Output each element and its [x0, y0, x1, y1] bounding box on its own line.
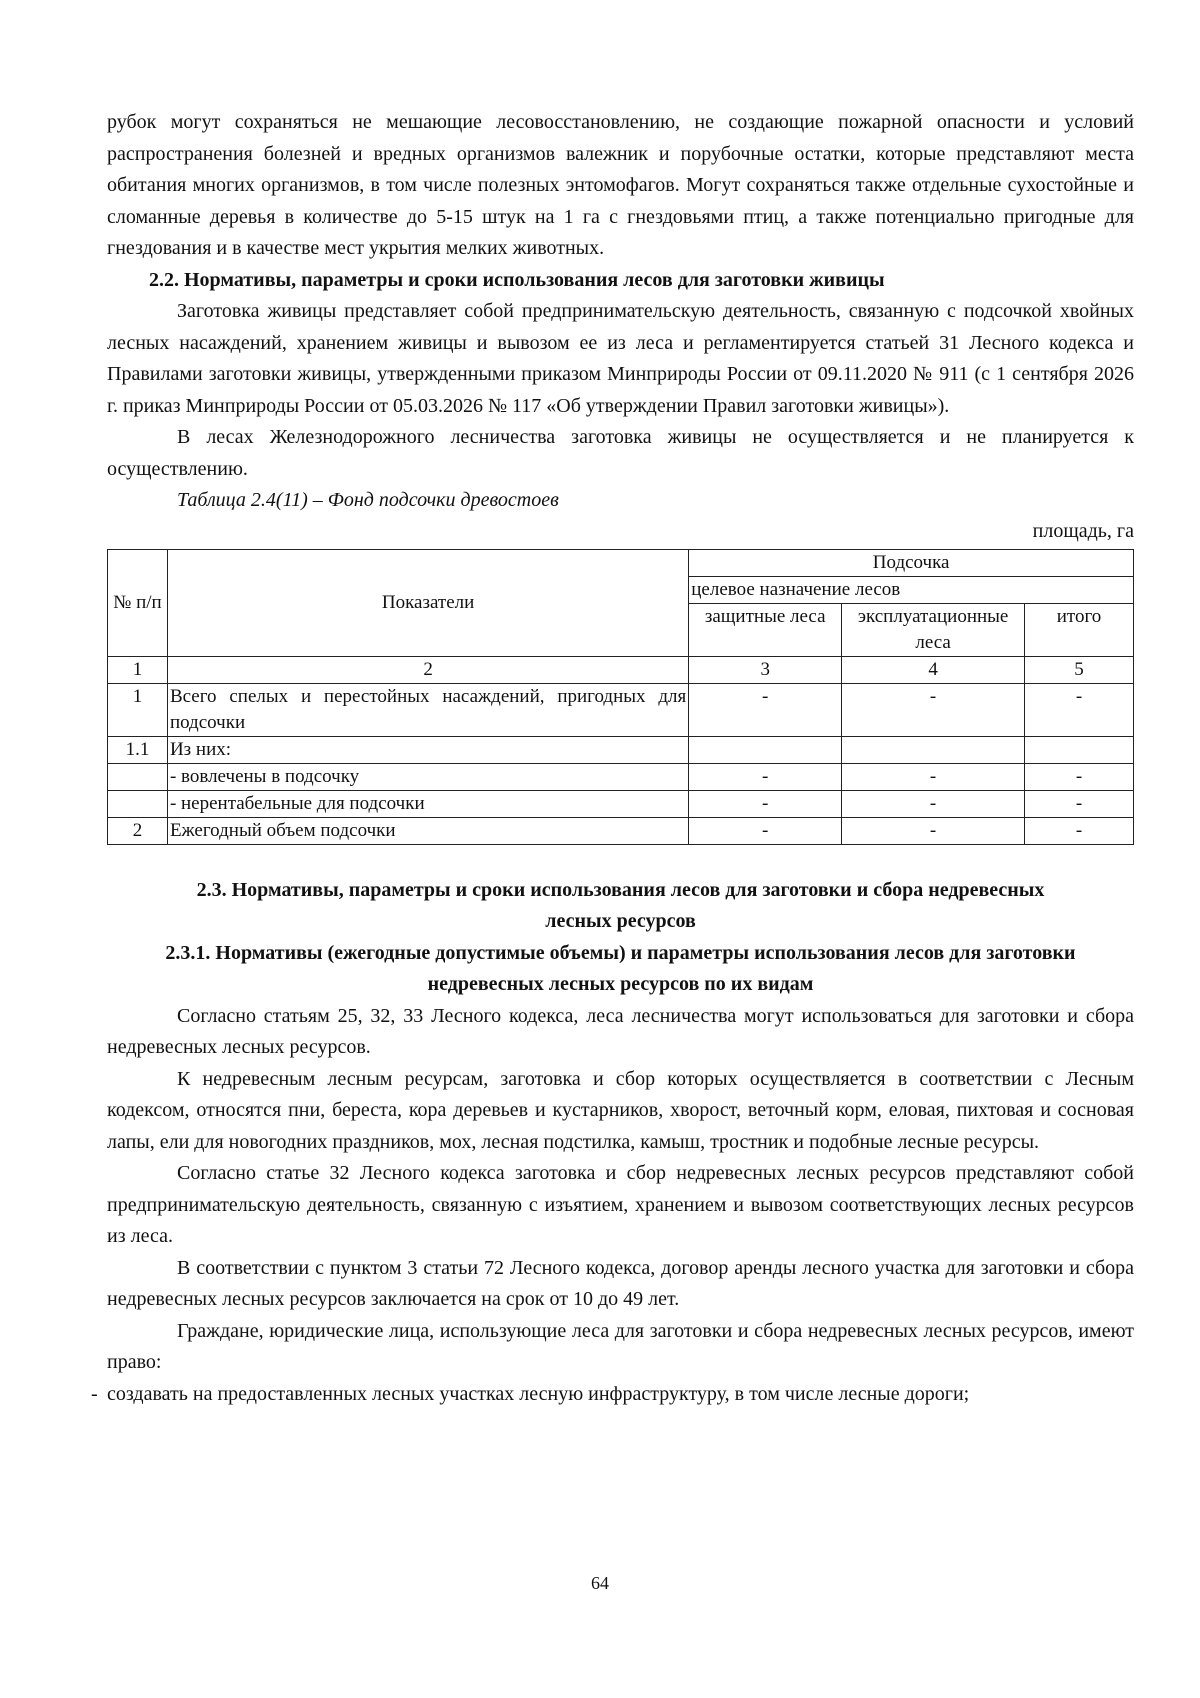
paragraph-resources-list: К недревесным лесным ресурсам, заготовка и сбор которых осуществляется в соответствии с Лесным кодексом, относятся пни, береста, кора деревьев и кустарников, хворост, веточный корм, еловая, пихтовая и сосновая лапы, ели для новогодних праздников, мох, лесная подстилка, камыш, тростник и подобные лесные ресурсы.	[107, 1067, 1134, 1153]
row-value-total: -	[1025, 763, 1134, 790]
row-num: 1.1	[108, 736, 168, 763]
table-caption: Таблица 2.4(11) – Фонд подсочки древостоев	[177, 489, 559, 511]
row-value-exploitation: -	[842, 683, 1025, 736]
table-row	[108, 817, 1134, 844]
paragraph-lease-term: В соответствии с пунктом 3 статьи 72 Лесного кодекса, договор аренды лесного участка для заготовки и сбора недревесных лесных ресурсов заключается на срок от 10 до 49 лет.	[107, 1256, 1134, 1310]
table-unit: площадь, га	[1032, 519, 1134, 542]
row-value-protective: -	[689, 683, 842, 736]
row-value-exploitation: -	[842, 817, 1025, 844]
table-row	[108, 736, 1134, 763]
row-value-total	[1025, 736, 1134, 763]
row-label: - вовлечены в подсочку	[167, 763, 688, 790]
section-heading-2-3: 2.3. Нормативы, параметры и сроки использования лесов для заготовки и сбора недревесных лесных ресурсов	[196, 878, 1045, 932]
row-label: Ежегодный объем подсочки	[167, 817, 688, 844]
paragraph-resin-definition: Заготовка живицы представляет собой предпринимательскую деятельность, связанную с подсочкой хвойных лесных насаждений, хранением живицы и вывозом ее из леса и регламентируется статьей 31 Лесного кодекса и Правилами заготовки живицы, утвержденными приказом Минприроды России от 09.11.2020 № 911 (с 1 сентября 2026 г. приказ Минприроды России от 05.03.2026 № 117 «Об утверждении Правил заготовки живицы»).	[107, 300, 1134, 417]
paragraph-article-32: Согласно статье 32 Лесного кодекса заготовка и сбор недревесных лесных ресурсов представляют собой предпринимательскую деятельность, связанную с изъятием, хранением и вывозом соответствующих лесных ресурсов из леса.	[107, 1162, 1134, 1247]
list-item-text: создавать на предоставленных лесных участках лесную инфраструктуру, в том числе лесные дороги;	[107, 1382, 970, 1405]
paragraph-rights-intro: Граждане, юридические лица, использующие леса для заготовки и сбора недревесных лесных ресурсов, имеют право:	[107, 1319, 1134, 1373]
row-num: 1	[108, 683, 168, 736]
col-number: 4	[842, 656, 1025, 683]
row-value-total: -	[1025, 683, 1134, 736]
paragraph-articles: Согласно статьям 25, 32, 33 Лесного кодекса, леса лесничества могут использоваться для заготовки и сбора недревесных лесных ресурсов.	[107, 1004, 1134, 1058]
table-row	[108, 683, 1134, 736]
col-number: 3	[689, 656, 842, 683]
row-value-exploitation	[842, 736, 1025, 763]
table-column-numbers-row	[108, 656, 1134, 683]
table-header-row	[108, 549, 1134, 576]
row-value-total: -	[1025, 790, 1134, 817]
tapping-fund-table	[107, 549, 1134, 845]
section-subheading-2-3-1: 2.3.1. Нормативы (ежегодные допустимые объемы) и параметры использования лесов для заготовки недревесных лесных ресурсов по их видам	[165, 941, 1076, 995]
header-indicators: Показатели	[167, 549, 688, 656]
table-row	[108, 763, 1134, 790]
col-number: 1	[108, 656, 168, 683]
list-item	[91, 1379, 1134, 1411]
row-value-protective: -	[689, 790, 842, 817]
paragraph-resin-not-planned: В лесах Железнодорожного лесничества заготовка живицы не осуществляется и не планируется к осуществлению.	[107, 426, 1134, 480]
page-content	[91, 107, 1134, 1410]
row-num: 2	[108, 817, 168, 844]
section-heading-2-2: 2.2. Нормативы, параметры и сроки использования лесов для заготовки живицы	[149, 268, 885, 291]
header-num: № п/п	[108, 549, 168, 656]
header-exploitation: эксплуатационные леса	[842, 603, 1025, 656]
table-row	[108, 790, 1134, 817]
row-value-total: -	[1025, 817, 1134, 844]
row-value-protective: -	[689, 763, 842, 790]
col-number: 5	[1025, 656, 1134, 683]
page-number: 64	[591, 1573, 609, 1593]
row-value-protective	[689, 736, 842, 763]
row-value-exploitation: -	[842, 763, 1025, 790]
row-label: - нерентабельные для подсочки	[167, 790, 688, 817]
row-value-exploitation: -	[842, 790, 1025, 817]
header-tapping: Подсочка	[689, 549, 1134, 576]
row-value-protective: -	[689, 817, 842, 844]
row-num	[108, 790, 168, 817]
spacer	[107, 845, 1134, 875]
list-dash: -	[91, 1382, 98, 1405]
header-purpose: целевое назначение лесов	[689, 576, 1134, 603]
row-label: Из них:	[167, 736, 688, 763]
header-total: итого	[1025, 603, 1134, 656]
paragraph-continued: рубок могут сохраняться не мешающие лесовосстановлению, не создающие пожарной опасности и условий распространения болезней и вредных организмов валежник и порубочные остатки, которые представляют места обитания многих организмов, в том числе полезных энтомофагов. Могут сохраняться также отдельные сухостойные и сломанные деревья в количестве до 5-15 штук на 1 га с гнездовьями птиц, а также потенциально пригодные для гнездования и в качестве мест укрытия мелких животных.	[107, 111, 1134, 259]
row-num	[108, 763, 168, 790]
header-protective: защитные леса	[689, 603, 842, 656]
row-label: Всего спелых и перестойных насаждений, пригодных для подсочки	[167, 683, 688, 736]
col-number: 2	[167, 656, 688, 683]
